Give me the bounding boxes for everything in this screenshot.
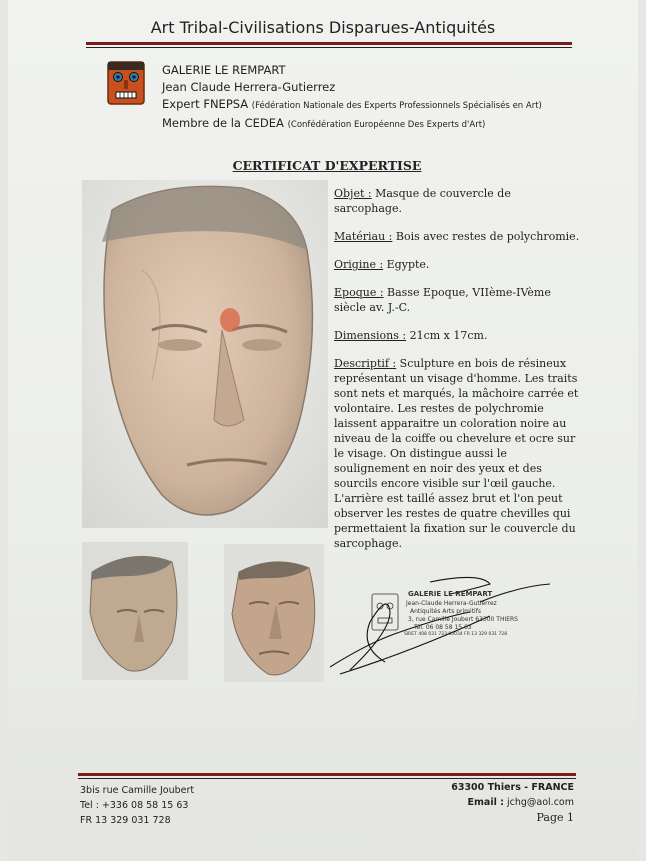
stamp-line-1: GALERIE LE REMPART (408, 590, 493, 598)
header-rule-thin (86, 47, 572, 48)
header-rule (86, 42, 572, 45)
field-label: Epoque : (334, 286, 384, 299)
member-label: Membre de la CEDEA (162, 116, 284, 130)
footer-vat: FR 13 329 031 728 (80, 815, 171, 826)
field-label: Descriptif : (334, 357, 397, 370)
member-detail: (Confédération Européenne Des Experts d'Art) (287, 120, 486, 130)
footer-contact (80, 783, 194, 828)
footer-address: 3bis rue Camille Joubert (80, 785, 195, 796)
field-value: Masque de couvercle de sarcophage. (334, 187, 511, 215)
footer-rule-thin (78, 778, 576, 779)
expert-detail: (Fédération Nationale des Experts Professionnels Spécialisés en Art) (251, 101, 542, 111)
field-label: Origine : (334, 258, 384, 271)
field-value: Sculpture en bois de résineux représentant un visage d'homme. Les traits sont nets et marqués, la mâchoire carrée et volontaire. Les restes de polychromie laissent apparaitre un coloration noire au niveau de la coiffe ou chevelure et ocre sur le visage. On distingue aussi le soulignement en noir des yeux et des sourcils encore visible sur l'œil gauche. L'arrière est taillé assez brut et l'on peut observer les restes de quatre chevilles qui permettaient la fixation sur le couvercle du sarcophage. (334, 357, 579, 550)
field-value: 21cm x 17cm. (406, 329, 488, 342)
gallery-stamp (330, 572, 560, 682)
mask-side-photo-1 (82, 542, 188, 680)
email-label: Email : (467, 797, 504, 808)
stamp-line-5: Tél. 06 08 58 15 63 (414, 624, 472, 631)
field-materiau (334, 229, 582, 244)
field-dimensions (334, 328, 582, 343)
field-epoque (334, 285, 582, 315)
mask-side-photo-2 (224, 544, 324, 682)
gallery-owner: Jean Claude Herrera-Gutierrez (162, 80, 336, 94)
gallery-info (162, 62, 542, 134)
footer-email (451, 795, 574, 810)
field-value: Basse Epoque, VIIème-IVème siècle av. J.-C. (334, 286, 551, 314)
certificate-title: CERTIFICAT D'EXPERTISE (232, 158, 422, 173)
mask-angle-image-1 (82, 542, 188, 680)
gallery-member (162, 115, 542, 134)
page-header-title: Art Tribal-Civilisations Disparues-Antiquités (150, 18, 496, 37)
stamp-line-6: SIRET 408 031 723 00034 FR 13 329 031 728 (404, 632, 508, 637)
field-objet (334, 186, 582, 216)
field-value: Egypte. (383, 258, 430, 271)
gallery-expert (162, 96, 542, 115)
footer-rule (78, 773, 576, 776)
field-label: Matériau : (334, 230, 393, 243)
certificate-details (334, 186, 582, 564)
stamp-line-4: 3, rue Camille Joubert 63300 THIERS (408, 616, 518, 623)
field-value: Bois avec restes de polychromie. (392, 230, 580, 243)
field-origine (334, 257, 582, 272)
page-number: Page 1 (536, 811, 574, 824)
footer-tel: Tel : +336 08 58 15 63 (80, 800, 189, 811)
gallery-logo (106, 60, 146, 106)
tribal-mask-icon (106, 60, 146, 106)
gallery-name: GALERIE LE REMPART (162, 63, 286, 77)
footer-location (451, 780, 574, 825)
mask-front-image (82, 180, 328, 528)
email-link[interactable]: jchg@aol.com (507, 797, 574, 808)
field-label: Dimensions : (334, 329, 407, 342)
main-mask-photo (82, 180, 328, 528)
city-text: 63300 Thiers - FRANCE (451, 782, 574, 793)
stamp-line-2: Jean-Claude Herrera-Gutierrez (406, 600, 497, 607)
field-descriptif (334, 356, 582, 551)
expert-label: Expert FNEPSA (162, 97, 249, 111)
mask-angle-image-2 (224, 544, 324, 682)
footer-city (451, 780, 574, 795)
field-label: Objet : (334, 187, 372, 200)
stamp-line-3: Antiquités Arts primitifs (410, 608, 481, 615)
